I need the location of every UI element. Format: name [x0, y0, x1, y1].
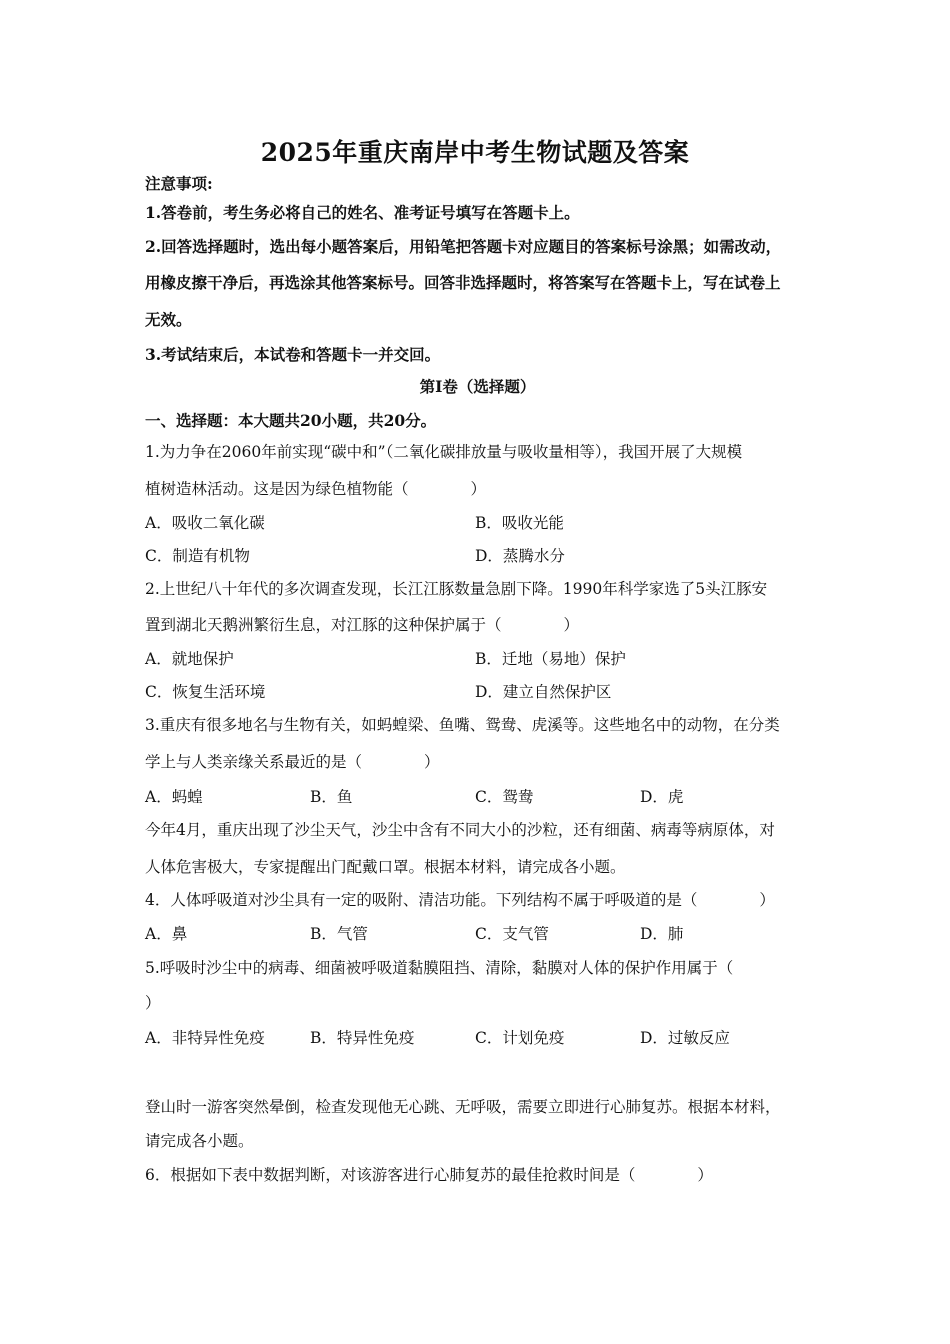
page-title: 2025年重庆南岸中考生物试题及答案	[260, 138, 690, 167]
q2-option-b: B．迁地（易地）保护	[475, 650, 626, 668]
question-2-text: 2.上世纪八十年代的多次调查发现，长江江豚数量急剧下降。1990年科学家选了5头江豚安	[145, 580, 768, 598]
q4-option-d: D．肺	[640, 925, 684, 943]
q4-option-c: C．支气管	[475, 925, 549, 943]
q5-option-d: D．过敏反应	[640, 1029, 730, 1047]
q1-option-a: A．吸收二氧化碳	[145, 514, 265, 532]
notice-item: 无效。	[145, 310, 192, 329]
question-2-text: 置到湖北天鹅洲繁衍生息，对江豚的这种保护属于（ ）	[145, 616, 580, 634]
material-1-text: 人体危害极大，专家提醒出门配戴口罩。根据本材料，请完成各小题。	[145, 858, 626, 876]
material-2-text: 登山时一游客突然晕倒，检查发现他无心跳、无呼吸，需要立即进行心肺复苏。根据本材料，	[145, 1098, 781, 1116]
notice-item: 3.考试结束后，本试卷和答题卡一并交回。	[145, 345, 441, 364]
q5-option-c: C．计划免疫	[475, 1029, 565, 1047]
q2-option-a: A．就地保护	[145, 650, 234, 668]
question-4-text: 4．人体呼吸道对沙尘具有一定的吸附、清洁功能。下列结构不属于呼吸道的是（ ）	[145, 891, 775, 909]
q3-option-b: B．鱼	[310, 788, 353, 806]
question-6-text: 6．根据如下表中数据判断，对该游客进行心肺复苏的最佳抢救时间是（ ）	[145, 1166, 713, 1184]
q1-option-b: B．吸收光能	[475, 514, 564, 532]
q3-option-d: D．虎	[640, 788, 684, 806]
question-3-text: 3.重庆有很多地名与生物有关，如蚂蝗梁、鱼嘴、鸳鸯、虎溪等。这些地名中的动物，在分类	[145, 716, 780, 734]
question-3-text: 学上与人类亲缘关系最近的是（ ）	[145, 753, 440, 771]
q5-option-b: B．特异性免疫	[310, 1029, 415, 1047]
section-heading: 一、选择题：本大题共20小题，共20分。	[145, 411, 437, 430]
q4-option-b: B．气管	[310, 925, 368, 943]
notice-item: 用橡皮擦干净后，再选涂其他答案标号。回答非选择题时，将答案写在答题卡上，写在试卷上	[145, 273, 781, 292]
part-title: 第Ⅰ卷（选择题）	[419, 377, 536, 396]
q1-option-d: D．蒸腾水分	[475, 547, 565, 565]
material-1-text: 今年4月，重庆出现了沙尘天气，沙尘中含有不同大小的沙粒，还有细菌、病毒等病原体，对	[145, 821, 775, 839]
question-5-text: 5.呼吸时沙尘中的病毒、细菌被呼吸道黏膜阻挡、清除，黏膜对人体的保护作用属于（	[145, 959, 734, 977]
q2-option-d: D．建立自然保护区	[475, 683, 612, 701]
notice-heading: 注意事项:	[145, 174, 213, 193]
q1-option-c: C．制造有机物	[145, 547, 250, 565]
material-2-text: 请完成各小题。	[145, 1132, 254, 1150]
question-5-text: ）	[145, 994, 161, 1012]
notice-item: 2.回答选择题时，选出每小题答案后，用铅笔把答题卡对应题目的答案标号涂黑；如需改动，	[145, 237, 782, 256]
q5-option-a: A．非特异性免疫	[145, 1029, 265, 1047]
question-1-text: 植树造林活动。这是因为绿色植物能（ ）	[145, 480, 487, 498]
question-1-text: 1.为力争在2060年前实现“碳中和”（二氧化碳排放量与吸收量相等），我国开展了大规模	[145, 443, 743, 461]
q4-option-a: A．鼻	[145, 925, 188, 943]
q2-option-c: C．恢复生活环境	[145, 683, 266, 701]
q3-option-a: A．蚂蝗	[145, 788, 203, 806]
notice-item: 1.答卷前，考生务必将自己的姓名、准考证号填写在答题卡上。	[145, 203, 580, 222]
q3-option-c: C．鸳鸯	[475, 788, 534, 806]
